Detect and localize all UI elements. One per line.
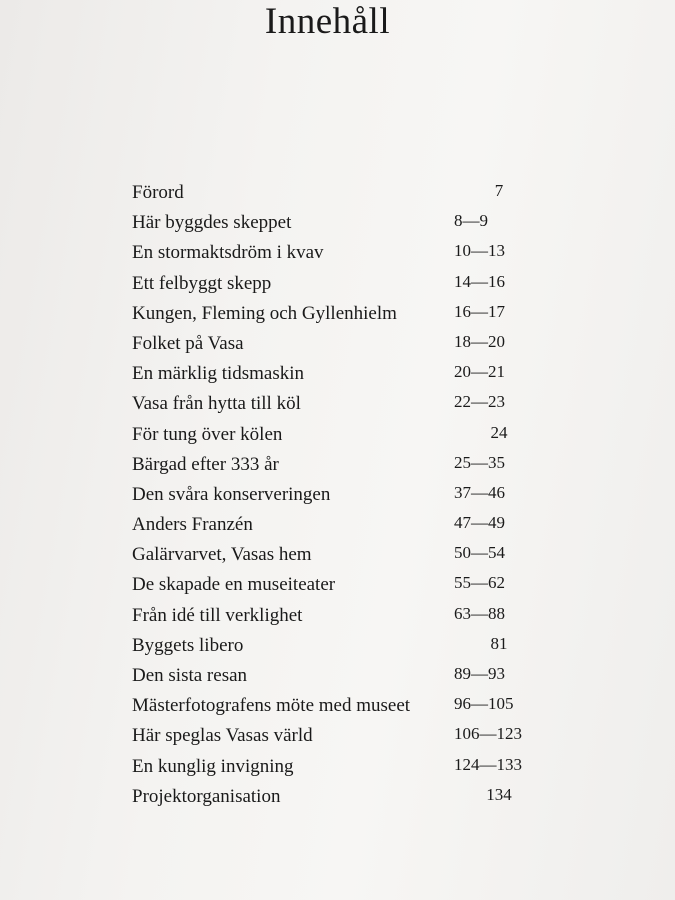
toc-entry-pages: 81 xyxy=(490,633,508,653)
toc-entry xyxy=(0,724,675,754)
page-title: Innehåll xyxy=(264,1,391,42)
toc-entry-pages: 25—35 xyxy=(454,452,505,472)
toc-entry-title: De skapade en museiteater xyxy=(132,574,336,596)
toc-entry xyxy=(0,634,675,664)
toc-entry xyxy=(0,392,675,422)
toc-entry-pages: 7 xyxy=(494,181,504,200)
toc-entry xyxy=(0,543,675,573)
toc-entry xyxy=(0,694,675,724)
toc-entry-pages: 47—49 xyxy=(454,513,505,533)
toc-entry-pages: 134 xyxy=(486,784,512,804)
toc-entry-pages: 37—46 xyxy=(454,482,505,502)
toc-entry xyxy=(0,573,675,603)
toc-entry-pages: 124—133 xyxy=(454,754,522,774)
toc-entry xyxy=(0,483,675,513)
toc-entry-title: En kunglig invigning xyxy=(132,755,294,777)
toc-entry xyxy=(0,362,675,392)
toc-entry xyxy=(0,241,675,271)
toc-entry-pages: 8—9 xyxy=(454,211,488,231)
table-of-contents xyxy=(0,181,675,815)
toc-entry-pages: 22—23 xyxy=(454,392,505,412)
toc-entry-pages: 96—105 xyxy=(454,694,514,714)
toc-entry-pages: 89—93 xyxy=(454,664,505,683)
toc-entry-pages: 10—13 xyxy=(454,241,505,261)
toc-entry xyxy=(0,785,675,815)
toc-entry-title: Här byggdes skeppet xyxy=(132,212,292,234)
toc-entry-title: Galärvarvet, Vasas hem xyxy=(132,544,312,566)
toc-entry xyxy=(0,181,675,211)
toc-entry-pages: 55—62 xyxy=(454,573,505,593)
toc-entry-title: Anders Franzén xyxy=(132,514,253,536)
toc-entry-title: Mästerfotografens möte med museet xyxy=(132,695,411,717)
toc-entry xyxy=(0,664,675,694)
toc-entry-pages: 14—16 xyxy=(454,271,505,291)
toc-entry-pages: 18—20 xyxy=(454,331,505,351)
toc-entry-pages: 20—21 xyxy=(454,362,505,382)
toc-entry xyxy=(0,211,675,241)
toc-entry-title: Vasa från hytta till köl xyxy=(132,393,301,415)
toc-entry-title: Byggets libero xyxy=(132,634,244,656)
toc-entry-pages: 50—54 xyxy=(454,543,505,563)
toc-entry-title: Den svåra konserveringen xyxy=(132,483,331,505)
toc-entry xyxy=(0,513,675,543)
toc-entry-title: En stormaktsdröm i kvav xyxy=(132,242,324,264)
toc-entry-title: Från idé till verklighet xyxy=(132,604,303,626)
toc-entry-title: Ett felbyggt skepp xyxy=(132,272,272,294)
toc-entry xyxy=(0,604,675,634)
toc-entry-title: Här speglas Vasas värld xyxy=(132,725,313,747)
toc-entry-title: Projektorganisation xyxy=(132,785,281,807)
toc-entry xyxy=(0,332,675,362)
toc-entry-title: Folket på Vasa xyxy=(132,332,244,354)
toc-entry-title: Bärgad efter 333 år xyxy=(132,453,279,475)
toc-entry-pages: 63—88 xyxy=(454,603,505,623)
toc-entry xyxy=(0,755,675,785)
toc-entry-pages: 24 xyxy=(490,422,508,442)
toc-entry xyxy=(0,272,675,302)
toc-entry-title: Den sista resan xyxy=(132,665,248,686)
toc-entry xyxy=(0,302,675,332)
toc-entry-pages: 16—17 xyxy=(454,301,505,321)
toc-entry-title: Kungen, Fleming och Gyllenhielm xyxy=(132,302,397,324)
toc-entry xyxy=(0,423,675,453)
toc-entry-title: En märklig tidsmaskin xyxy=(132,363,305,385)
toc-entry-title: Förord xyxy=(132,182,184,203)
toc-entry-title: För tung över kölen xyxy=(132,423,283,445)
toc-entry-pages: 106—123 xyxy=(454,724,522,744)
toc-entry xyxy=(0,453,675,483)
